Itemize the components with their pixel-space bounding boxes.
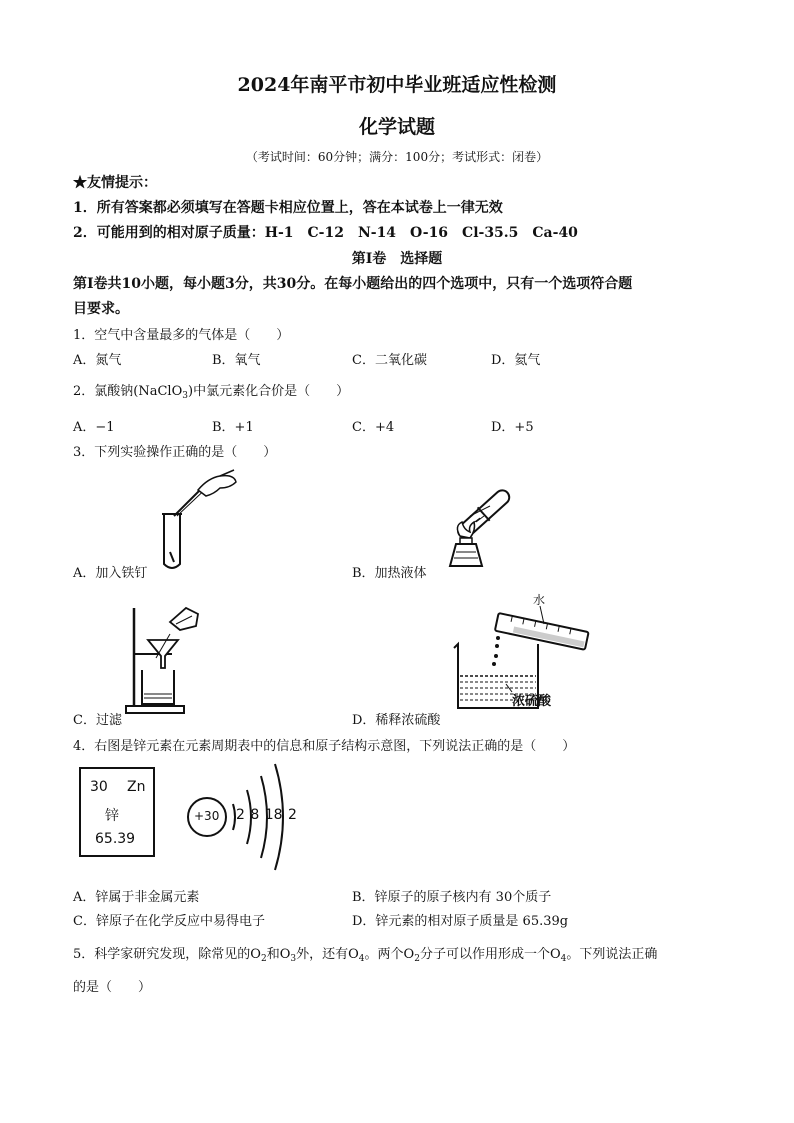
q1-option-c: C．二氧化碳 (352, 353, 427, 368)
page-subtitle: 化学试题 (358, 116, 435, 138)
q3-stem: 3．下列实验操作正确的是（ ） (73, 445, 277, 460)
q1-option-d: D．氦气 (491, 353, 541, 368)
q2-option-b: B．+1 (212, 420, 254, 435)
tip-item-2: 2．可能用到的相对原子质量：H-1 C-12 N-14 O-16 Cl-35.5 Ca-40 (73, 225, 578, 241)
q4-option-d: D．锌元素的相对原子质量是 65.39g (352, 914, 569, 929)
q4-option-c: C．锌原子在化学反应中易得电子 (73, 914, 265, 929)
page-title: 2024年南平市初中毕业班适应性检测 (237, 74, 557, 96)
q2-stem (73, 380, 349, 399)
q4-option-b: B．锌原子的原子核内有 30个质子 (352, 890, 552, 905)
q3-label-water: 水 (533, 593, 546, 607)
q3-option-b: B．加热液体 (352, 566, 427, 581)
q2-option-a: A．−1 (73, 420, 115, 435)
q1-option-a: A．氮气 (73, 353, 122, 368)
atomic-number: 30 (90, 779, 108, 795)
q4-stem: 4．右图是锌元素在元素周期表中的信息和原子结构示意图，下列说法正确的是（ ） (73, 739, 576, 754)
tip-item-1: 1．所有答案都必须填写在答题卡相应位置上，答在本试卷上一律无效 (73, 200, 503, 216)
q2-formula: (NaClO$_3$) (133, 384, 194, 401)
q2-stem-post: 中氯元素化合价是（ ） (193, 384, 350, 399)
exam-info: （考试时间：60分钟；满分：100分；考试形式：闭卷） (245, 150, 549, 164)
element-symbol: Zn (127, 779, 146, 795)
zinc-element-card (79, 767, 155, 857)
section-intro-line2: 目要求。 (73, 301, 129, 317)
q3-option-a: A．加入铁钉 (73, 566, 148, 581)
q2-stem-pre: 2．氯酸钠 (73, 384, 134, 399)
q3-option-d: D．稀释浓硫酸 (352, 713, 441, 728)
atom-nucleus-charge: +30 (194, 809, 220, 823)
q4-option-a: A．锌属于非金属元素 (73, 890, 200, 905)
q3-figure-c-filtration (120, 600, 210, 718)
q3-figure-a-iron-nail (150, 468, 245, 576)
section-title: 第Ⅰ卷 选择题 (351, 251, 443, 267)
q1-option-b: B．氧气 (212, 353, 261, 368)
q5-stem-line1: 5．科学家研究发现，除常见的$O_2$和$O_3$外，还有$O_4$。两个$O_2$分子可以作用形成一个$O_4$。下列说法正确 (73, 947, 658, 964)
atomic-mass: 65.39 (95, 831, 136, 847)
q2-option-d: D．+5 (491, 420, 534, 435)
element-name: 锌 (105, 808, 119, 824)
tips-heading: ★友情提示： (73, 175, 157, 191)
q1-stem: 1．空气中含量最多的气体是（ ） (73, 328, 290, 343)
section-intro-line1: 第Ⅰ卷共10小题，每小题3分，共30分。在每小题给出的四个选项中，只有一个选项符合题 (73, 276, 633, 292)
q3-option-c: C．过滤 (73, 713, 122, 728)
q3-figure-b-heating-liquid (432, 486, 527, 578)
q3-label-acid: 浓硫酸 (512, 694, 552, 709)
q5-stem-line2: 的是（ ） (73, 980, 152, 995)
atom-electron-shells: 2 8 18 2 (236, 807, 297, 823)
q2-option-c: C．+4 (352, 420, 395, 435)
